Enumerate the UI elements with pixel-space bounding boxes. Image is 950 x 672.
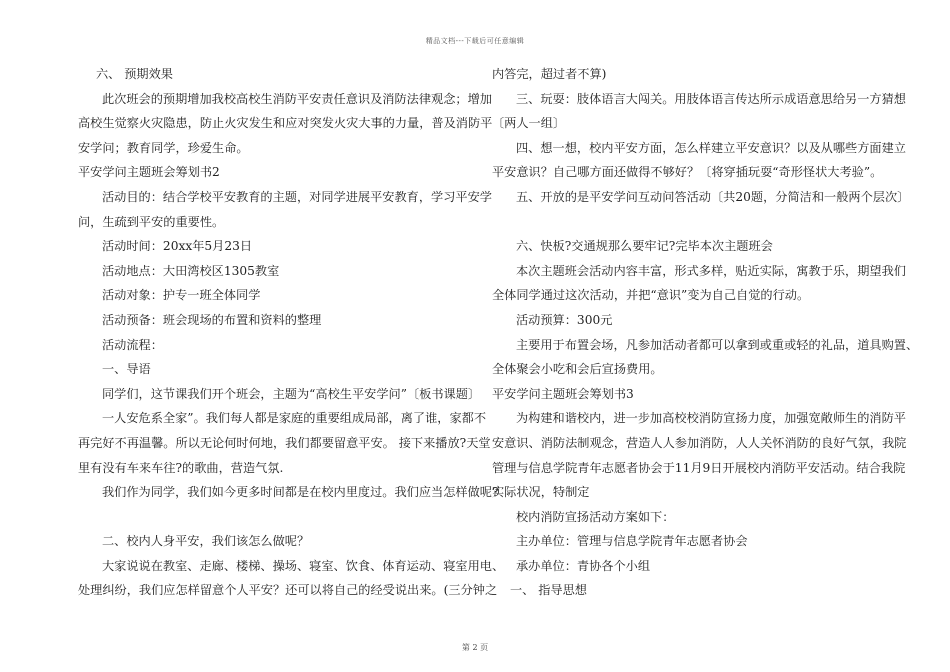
text-line: 五、开放的是平安学问互动问答活动〔共20题，分简洁和一般两个层次〕 xyxy=(516,189,910,204)
text-line: 本次主题班会活动内容丰富，形式多样，贴近实际，寓教于乐，期望我们 xyxy=(516,263,906,278)
text-line: 再完好不再温馨。所以无论何时何地，我们都要留意平安。 接下来播放?天堂 xyxy=(78,435,491,450)
right-column xyxy=(492,62,919,603)
text-line: 主办单位：管理与信息学院青年志愿者协会 xyxy=(516,534,748,549)
text-line: 高校生觉察火灾隐患，防止火灾发生和应对突发火灾大事的力量，普及消防平 xyxy=(78,116,493,131)
text-line: 里有没有车来车往?的歌曲，营造气氛. xyxy=(78,460,284,475)
text-line: 一人安危系全家”。我们每人都是家庭的重要组成局部，离了谁，家都不 xyxy=(102,411,487,426)
text-line: 〔两人一组〕 xyxy=(492,116,566,131)
text-line: 校内消防宣扬活动方案如下： xyxy=(516,509,675,524)
text-line: 同学们，这节课我们开个班会，主题为“高校生平安学问”〔板书课题〕 xyxy=(102,386,481,401)
text-line: 承办单位：青协各个小组 xyxy=(516,558,651,573)
text-line: 大家说说在教室、走廊、楼梯、操场、寝室、饮食、体育运动、寝室用电、 xyxy=(102,558,505,573)
text-line: 六、快板?交通规那么要牢记?完毕本次主题班会 xyxy=(516,239,773,254)
blank-line xyxy=(78,505,458,530)
text-line: 全体同学通过这次活动，并把“意识”变为自己自觉的行动。 xyxy=(492,288,810,303)
text-line: 一、 指导思想 xyxy=(510,583,587,598)
text-line: 活动预算：300元 xyxy=(516,312,613,327)
text-line: 安学问；教育同学，珍爱生命。 xyxy=(78,140,249,155)
text-line: 内答完，超过者不算) xyxy=(492,67,607,81)
text-line: 活动地点：大田湾校区1305教室 xyxy=(102,263,280,278)
text-line: 处理纠纷，我们应怎样留意个人平安？还可以将自己的经受说出来。(三分钟之 xyxy=(78,583,498,598)
text-line: 平安学问主题班会筹划书3 xyxy=(492,386,634,401)
text-line: 安意识、消防法制观念，营造人人参加消防，人人关怀消防的良好气氛，我院 xyxy=(492,435,907,450)
text-line: 活动对象：护专一班全体同学 xyxy=(102,288,261,303)
text-line: 三、玩耍：肢体语言大闯关。用肢体语言传达所示成语意思给另一方猜想 xyxy=(516,91,906,106)
text-line: 活动时间：20xx年5月23日 xyxy=(102,239,253,254)
text-line: 平安学问主题班会筹划书2 xyxy=(78,165,220,180)
text-line: 全体聚会小吃和会后宣扬费用。 xyxy=(492,362,663,377)
text-line: 活动预备：班会现场的布置和资料的整理 xyxy=(102,312,322,327)
left-column xyxy=(78,62,505,603)
text-line: 主要用于布置会场，凡参加活动者都可以拿到或重或轻的礼品，道具购置、 xyxy=(516,337,919,352)
text-line: 一、导语 xyxy=(102,362,151,377)
text-line: 我们作为同学，我们如今更多时间都是在校内里度过。我们应当怎样做呢? xyxy=(102,485,499,500)
text-line: 实际状况，特制定 xyxy=(492,485,590,500)
text-line: 活动目的：结合学校平安教育的主题，对同学进展平安教育，学习平安学 xyxy=(102,189,492,204)
text-line: 四、想一想，校内平安方面，怎么样建立平安意识？以及从哪些方面建立 xyxy=(516,140,906,155)
text-line: 活动流程： xyxy=(102,337,163,352)
text-line: 二、校内人身平安，我们该怎么做呢？ xyxy=(102,534,310,549)
page-number: 第 2 页 xyxy=(461,643,489,652)
blank-line xyxy=(492,210,872,235)
text-line: 六、 预期效果 xyxy=(96,67,173,81)
text-line: 平安意识？自己哪方面还做得不够好？〔将穿插玩耍“奇形怪状大考验”。 xyxy=(492,165,883,180)
page-header: 精品文档---下载后可任意编辑 xyxy=(425,37,525,45)
text-line: 问，生疏到平安的重要性。 xyxy=(78,214,225,229)
text-line: 为构建和谐校内，进一步加高校校消防宣扬力度，加强宽敞师生的消防平 xyxy=(516,411,906,426)
text-line: 管理与信息学院青年志愿者协会于11月9日开展校内消防平安活动。结合我院 xyxy=(492,460,906,475)
text-line: 此次班会的预期增加我校高校生消防平安责任意识及消防法律观念；增加 xyxy=(102,91,492,106)
